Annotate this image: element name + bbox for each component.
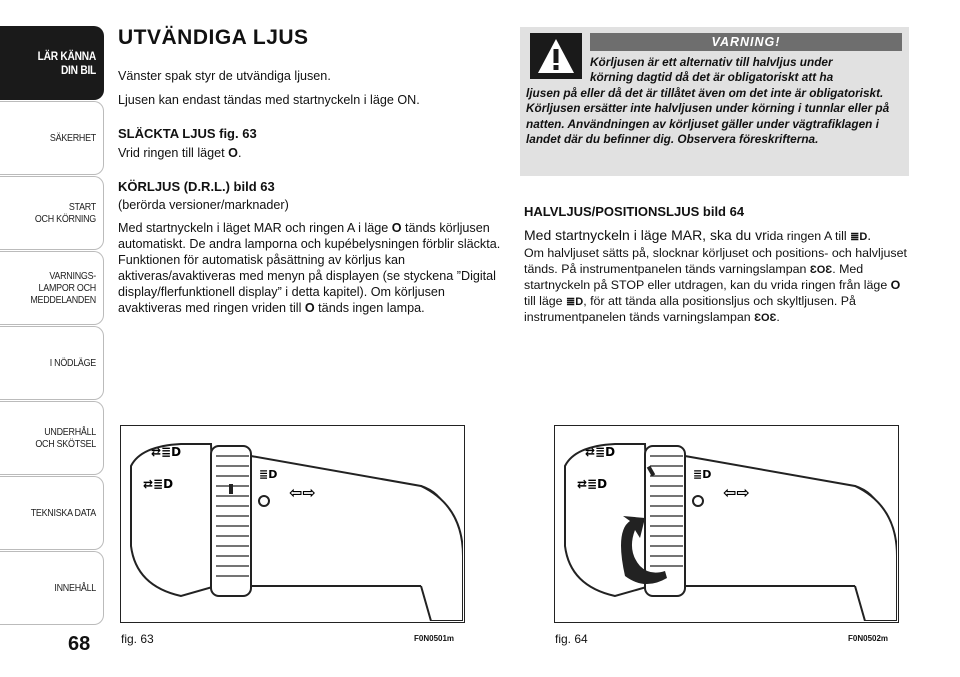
intro-text: Ljusen kan endast tändas med startnyckeln i läge ON. [118,93,420,107]
tab-label: VARNINGS- [49,270,96,282]
section-heading: KÖRLJUS (D.R.L.) bild 63 [118,179,275,194]
svg-text:⇦⇨: ⇦⇨ [289,483,316,502]
figure-caption: fig. 63 [121,632,154,646]
svg-text:⇄≣D: ⇄≣D [143,477,174,491]
tab-label: DIN BIL [60,63,96,77]
tab-label: LÄR KÄNNA [37,49,96,63]
light-stalk-illustration [121,426,463,621]
figure-caption: fig. 64 [555,632,588,646]
right-column [524,204,909,327]
svg-text:⇄≣D: ⇄≣D [151,445,182,459]
figure-63-stalk [120,425,465,623]
position-light-icon: ƐOƐ [754,312,777,324]
tab-label: MEDDELANDEN [30,294,96,306]
svg-text:⇄≣D: ⇄≣D [585,445,616,459]
tab-label: SÄKERHET [49,132,96,144]
tab-label: TEKNISKA DATA [30,507,96,519]
low-beam-icon: ≣D [850,231,868,243]
off-symbol: O [304,301,315,315]
section-lead: Med startnyckeln i läge MAR, ska du vrida ringen A till ≣D. [524,227,909,246]
tab-label: I NÖDLÄGE [49,357,96,369]
page-title: UTVÄNDIGA LJUS [118,26,309,49]
off-symbol: O [890,278,901,292]
tab-varningslampor[interactable] [0,251,104,325]
tab-label: OCH KÖRNING [34,213,96,225]
figure-code: F0N0502m [848,634,889,643]
left-column [118,26,503,324]
section-heading: SLÄCKTA LJUS fig. 63 [118,126,257,141]
tab-start-och-korning[interactable] [0,176,104,250]
off-symbol: O [391,221,402,235]
tab-lar-kanna-din-bil[interactable] [0,26,104,100]
svg-text:≣D: ≣D [259,468,278,481]
svg-text:⇦⇨: ⇦⇨ [723,483,750,502]
tab-i-nodlage[interactable] [0,326,104,400]
page-number: 68 [68,633,91,655]
section-heading: HALVLJUS/POSITIONSLJUS bild 64 [524,204,745,219]
svg-text:⇄≣D: ⇄≣D [577,477,608,491]
tab-sakerhet[interactable] [0,101,104,175]
figure-64-stalk [554,425,899,623]
svg-text:≣D: ≣D [693,468,712,481]
warning-text: Körljusen är ett alternativ till halvljus under körning dagtid då det är obligatoriskt att ha ljusen på eller då det är tillåtet även om det inte är obligatoriskt. Körljusen ersätter inte halvljusen under körning i tunnlar eller på natten. Användningen av körljuset gäller under vägtrafiklagen i landet där du befinner dig. Observera föreskrifterna. [526,55,890,147]
light-stalk-illustration [555,426,897,621]
position-light-icon: ƐOƐ [809,263,833,276]
intro-text: Vänster spak styr de utvändiga ljusen. [118,69,331,83]
warning-label: VARNING! [590,33,902,51]
tab-label: LAMPOR OCH [38,282,96,294]
tab-label: UNDERHÅLL [44,426,96,438]
tab-underhall[interactable] [0,401,104,475]
tab-innehall[interactable] [0,551,104,625]
section-text: Med startnyckeln i läget MAR och ringen A i läge O tänds körljusen automatiskt. De andra lamporna och kupébelysningen förblir släckta. Funktionen för automatisk påsättning av körljus kan aktiveras/avaktiveras med menyn på displayen (se styckena ”Digital display/flerfunktionell display” i detta kapitel). Om körljusen avaktiveras med ringen vriden till O tänds ingen lampa. [118,221,501,315]
section-subheading: (berörda versioner/marknader) [118,198,289,212]
tab-label: OCH SKÖTSEL [35,438,96,450]
figure-code: F0N0501m [414,634,455,643]
low-beam-icon: ≣D [566,295,584,308]
tab-tekniska-data[interactable] [0,476,104,550]
section-text: Om halvljuset sätts på, slocknar körljuset och positions- och halvljuset tänds. På instrumentpanelen tänds varningslampan ƐOƐ. Med startnyckeln på STOP eller utdragen, kan du vrida ringen från läge O till läge ≣D, för att tända alla positionsljus och skyltljusen. På instrumentpanelen tänds varningslampan ƐOƐ. [524,246,909,327]
tab-label: INNEHÅLL [54,582,96,594]
warning-box [520,27,909,176]
off-symbol: O [228,146,238,160]
chapter-sidebar [0,26,104,626]
section-text: Vrid ringen till läget O. [118,146,242,160]
tab-label: START [68,201,96,213]
